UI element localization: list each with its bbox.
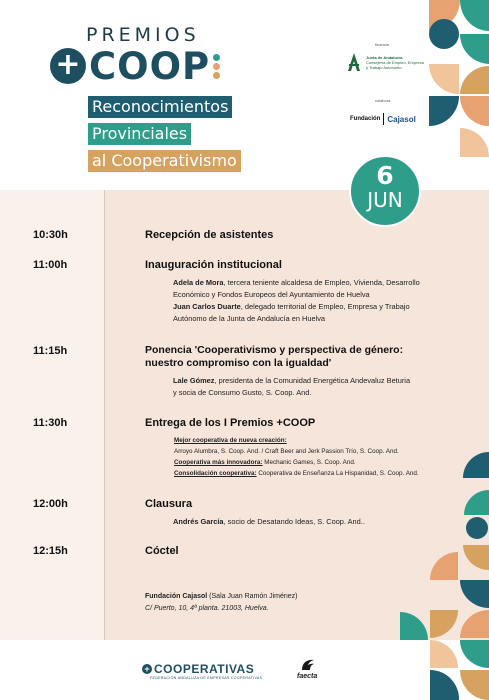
junta-text [366,55,426,70]
faecta-name: faecta [297,673,318,680]
time-1215: 12:15h [33,545,68,557]
coop-plus-icon: + [50,48,86,84]
time-column [0,190,104,640]
detail-line: Andrés García, socio de Desatando Ideas, S. Coop. And.. [173,517,365,526]
venue-name-line [145,591,395,603]
detail-line: Autónomo de la Junta de Andalucía en Huelva [173,314,326,323]
header [0,0,489,190]
fundacion-label: Fundación [350,116,381,122]
venue-info [145,591,395,615]
event-title-inauguration: Inauguración institucional [145,259,282,271]
premios-title: PREMIOS [86,24,200,46]
coop-dots-icon [213,54,220,79]
logo-separator [383,113,384,125]
cooperativas-logo [142,662,254,676]
detail-line: y socia de Consumo Gusto, S. Coop. And. [173,388,312,397]
event-title-reception: Recepción de asistentes [145,229,274,241]
footer [0,640,489,700]
junta-andalucia-logo-icon [346,52,362,72]
junta-name: Junta de Andalucía [366,55,403,60]
award-line: Consolidación cooperativa: Cooperativa de Enseñanza La Hispanidad, S. Coop. And. [174,470,419,477]
cajasol-name: Cajasol [387,114,416,124]
coop-word: COOP [89,44,211,88]
cooperativas-subtitle: FEDERACIÓN ANDALUZA DE EMPRESAS COOPERATIVAS [150,676,263,680]
event-details-awards [174,435,484,479]
detail-line: Económico y Fondos Europeos del Ayuntamiento de Huelva [173,290,370,299]
time-1115: 11:15h [33,345,68,357]
column-divider [104,190,105,640]
time-1130: 11:30h [33,417,68,429]
subtitle-band-3: al Cooperativismo [88,150,241,172]
detail-line: Lale Gómez, presidenta de la Comunidad Energética Andevaluz Beturia [173,376,411,385]
venue-room: (Sala Juan Ramón Jiménez) [207,593,298,600]
cooperativas-word: COOPERATIVAS [154,662,255,676]
event-title-closing: Clausura [145,498,193,510]
event-details-ponencia [173,375,473,399]
event-title-awards: Entrega de los I Premios +COOP [145,417,316,429]
event-details-inauguration [173,277,473,325]
coop-logo [50,46,220,86]
award-line: Mejor cooperativa de nueva creación: [174,437,287,444]
event-title-cocktail: Cóctel [145,545,179,557]
date-month: JUN [367,188,403,212]
time-1200: 12:00h [33,498,68,510]
fundacion-cajasol-logo [350,113,416,125]
financia-label: financia [375,42,389,47]
venue-address: C/ Puerto, 10, 4ª planta. 21003, Huelva. [145,605,269,612]
cooperativas-plus-icon: + [142,664,152,674]
junta-dept: Consejería de Empleo, Empresa y Trabajo Autónomo [366,60,424,70]
date-day: 6 [376,161,394,190]
award-line: Cooperativa más innovadora: Mechanic Games, S. Coop. And. [174,459,356,466]
event-details-closing [173,516,473,528]
time-1030: 10:30h [33,229,68,241]
award-line: Arroyo Alumbra, S. Coop. And. / Craft Beer and Jerk Passion Trío, S. Coop. And. [174,448,399,455]
faecta-logo-icon [300,658,316,672]
colabora-label: colabora [375,98,391,103]
venue-name: Fundación Cajasol [145,593,208,600]
event-title-ponencia: Ponencia 'Cooperativismo y perspectiva de género: nuestro compromiso con la igualdad' [145,344,404,369]
date-badge [349,155,421,227]
schedule-area [0,190,489,640]
time-1100: 11:00h [33,259,68,271]
detail-line: Adela de Mora, tercera teniente alcaldesa de Empleo, Vivienda, Desarrollo [173,278,420,287]
venue-address-line [145,603,395,615]
subtitle-band-2: Provinciales [88,123,191,145]
subtitle-band-1: Reconocimientos [88,96,232,118]
detail-line: Juan Carlos Duarte, delegado territorial de Empleo, Empresa y Trabajo [173,302,410,311]
